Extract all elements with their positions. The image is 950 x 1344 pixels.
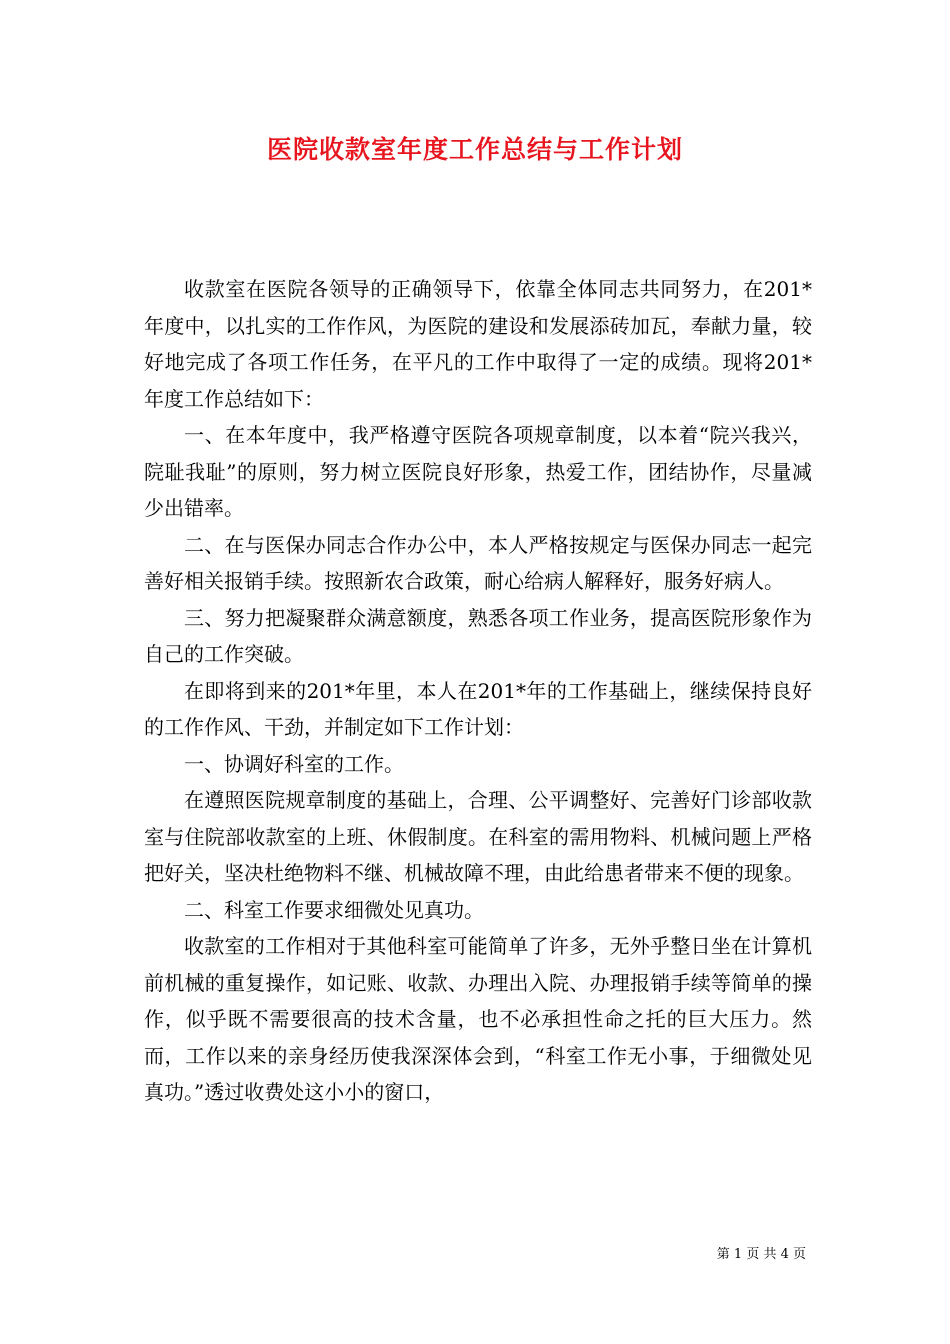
paragraph: 收款室的工作相对于其他科室可能简单了许多，无外乎整日坐在计算机前机械的重复操作，如记账、收款、办理出入院、办理报销手续等简单的操作，似乎既不需要很高的技术含量，也不必承担性命之托的巨大压力。然而，工作以来的亲身经历使我深深体会到，“科室工作无小事，于细微处见真功。”透过收费处这小小的窗口， (144, 934, 812, 1104)
document-title: 医院收款室年度工作总结与工作计划 (266, 135, 683, 164)
paragraph: 一、在本年度中，我严格遵守医院各项规章制度，以本着“院兴我兴，院耻我耻”的原则，努力树立医院良好形象，热爱工作，团结协作，尽量减少出错率。 (144, 423, 812, 520)
paragraph: 在遵照医院规章制度的基础上，合理、公平调整好、完善好门诊部收款室与住院部收款室的上班、休假制度。在科室的需用物料、机械问题上严格把好关，坚决杜绝物料不继、机械故障不理，由此给患者带来不便的现象。 (144, 788, 812, 885)
paragraph: 在即将到来的201*年里，本人在201*年的工作基础上，继续保持良好的工作作风、干劲，并制定如下工作计划： (144, 678, 812, 739)
document-body (144, 271, 812, 1111)
paragraph: 三、努力把凝聚群众满意额度，熟悉各项工作业务，提高医院形象作为自己的工作突破。 (144, 605, 812, 666)
paragraph: 二、在与医保办同志合作办公中，本人严格按规定与医保办同志一起完善好相关报销手续。按照新农合政策，耐心给病人解释好，服务好病人。 (144, 532, 812, 593)
page-number: 第 1 页 共 4 页 (716, 1247, 806, 1262)
paragraph: 收款室在医院各领导的正确领导下，依靠全体同志共同努力，在201*年度中，以扎实的工作作风，为医院的建设和发展添砖加瓦，奉献力量，较好地完成了各项工作任务，在平凡的工作中取得了一定的成绩。现将201*年度工作总结如下： (144, 277, 812, 411)
paragraph: 二、科室工作要求细微处见真功。 (184, 897, 484, 922)
paragraph: 一、协调好科室的工作。 (184, 751, 404, 776)
